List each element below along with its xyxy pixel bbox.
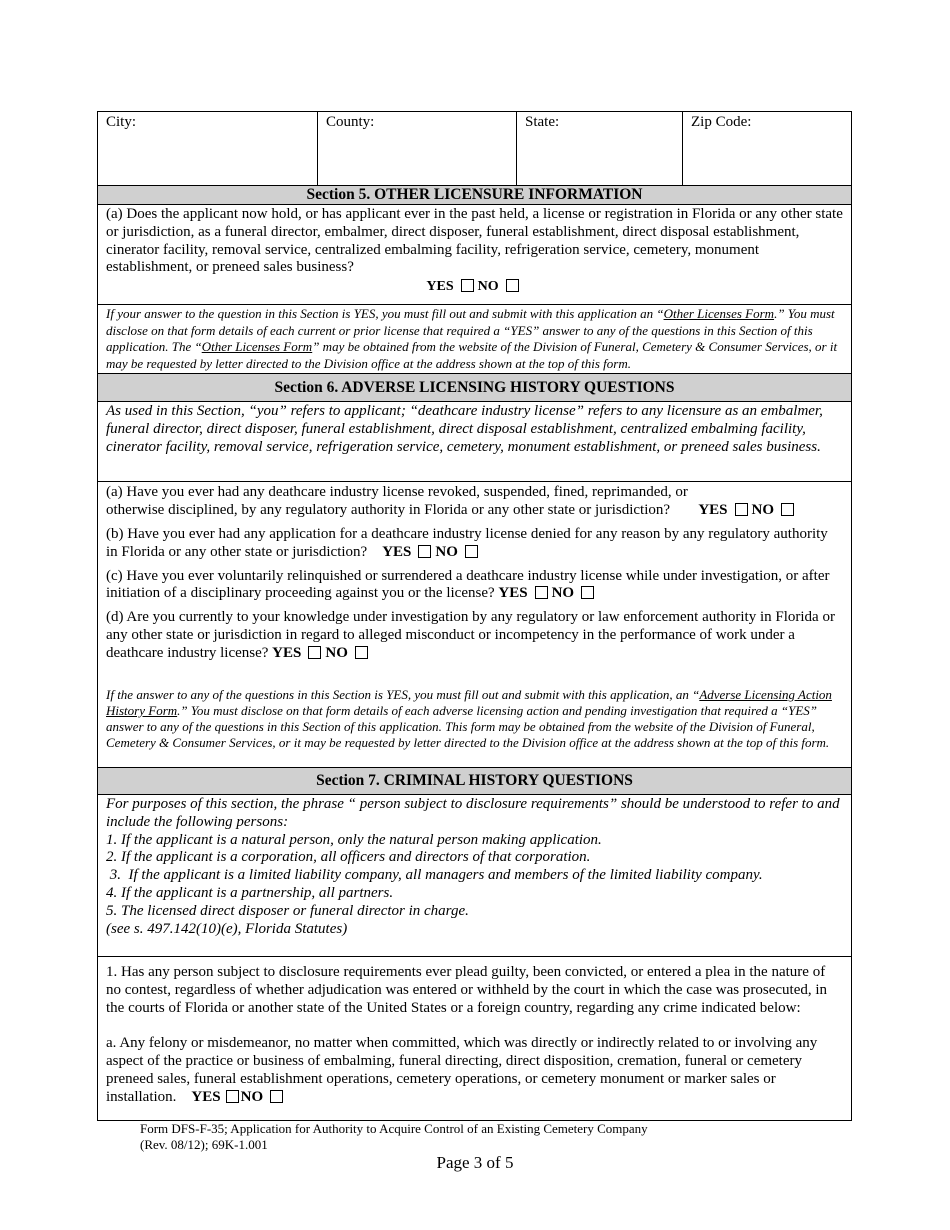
section6-question-b	[106, 526, 843, 562]
section6-b-no-checkbox[interactable]	[465, 545, 478, 558]
no-label: NO	[751, 502, 774, 518]
section6-question-c	[106, 568, 843, 604]
county-field[interactable]	[318, 112, 517, 185]
section6-d-no-checkbox[interactable]	[355, 646, 368, 659]
section6-header: Section 6. ADVERSE LICENSING HISTORY QUESTIONS	[98, 374, 851, 402]
no-label: NO	[240, 1088, 264, 1105]
section6-question-d	[106, 609, 843, 662]
section5-question-a-text: (a) Does the applicant now hold, or has applicant ever in the past held, a license or registration in Florida or any other state or jurisdiction, as a funeral director, embalmer, direct disposer, funeral establishment, direct disposal establishment, cinerator facility, removal service, centralized embalming facility, refrigeration service, cemetery, monument establishment, or preneed sales business?	[106, 206, 843, 276]
section6-b-yes-checkbox[interactable]	[418, 545, 431, 558]
footer-form-title: Form DFS-F-35; Application for Authority to Acquire Control of an Existing Cemetery Company	[140, 1121, 648, 1136]
yes-label: YES	[698, 502, 728, 518]
other-licenses-form-link-2[interactable]: Other Licenses Form	[201, 339, 313, 354]
no-label: NO	[435, 543, 458, 560]
section6-question-b-text: (b) Have you ever had any application for a deathcare industry license denied for any reason by any regulatory authority in Florida or any other state or jurisdiction?	[106, 526, 828, 560]
section7-question-1	[98, 957, 851, 1120]
page-number: Page 3 of 5	[436, 1153, 514, 1172]
section6-c-yes-checkbox[interactable]	[535, 586, 548, 599]
section7-header: Section 7. CRIMINAL HISTORY QUESTIONS	[98, 768, 851, 795]
section6-a-answer	[698, 502, 798, 520]
section5-question-a	[98, 205, 851, 305]
city-field[interactable]	[98, 112, 318, 185]
county-label: County:	[326, 114, 375, 130]
no-label: NO	[551, 585, 575, 602]
section6-intro	[98, 402, 851, 482]
yes-label: YES	[272, 644, 302, 661]
state-label: State:	[525, 114, 560, 130]
yes-label: YES	[191, 1088, 221, 1105]
section7-1a-yes-checkbox[interactable]	[226, 1090, 239, 1103]
form-footer	[140, 1121, 648, 1153]
section7-question-1a-text: a. Any felony or misdemeanor, no matter when committed, which was directly or indirectly related to or involving any aspect of the practice or business of embalming, funeral directing, direct disposition, cremation, funeral or cemetery preneed sales, funeral establishment operations, cemetery operations, or cemetery monument or marker sales or installation.	[106, 1035, 818, 1105]
section6-a-no-checkbox[interactable]	[781, 503, 794, 516]
section7-intro-text: For purposes of this section, the phrase “ person subject to disclosure requirements” should be understood to refer to and include the following persons:	[106, 796, 840, 830]
no-label: NO	[325, 644, 348, 661]
other-licenses-form-link[interactable]: Other Licenses Form	[663, 306, 775, 321]
section6-question-c-text: (c) Have you ever voluntarily relinquished or surrendered a deathcare industry license while under investigation, or after initiation of a disciplinary proceeding against you or the license?	[106, 567, 830, 602]
section6-a-yes-checkbox[interactable]	[735, 503, 748, 516]
section5-note-text: If your answer to the question in this Section is YES, you must fill out and submit with this application an “Other Licenses Form.” You must disclose on that form details of each current or prior license that required a “YES” answer to any of the questions in this Section of this application. The “Other Licenses Form” may be obtained from the website of the Division of Funeral, Cemetery & Consumer Services, or it may be requested by letter directed to the Division office at the address shown at the top of this form.	[106, 306, 838, 371]
section6-d-yes-checkbox[interactable]	[308, 646, 321, 659]
yes-label: YES	[498, 585, 528, 602]
yes-label: YES	[426, 279, 454, 295]
section5-answer-row	[106, 278, 843, 296]
section7-question-1a	[106, 1035, 843, 1106]
section7-intro-item: 1. If the applicant is a natural person, only the natural person making application.	[106, 831, 602, 848]
section6-question-d-text: (d) Are you currently to your knowledge under investigation by any regulatory or law enforcement authority in Florida or any other state or jurisdiction in regard to alleged misconduct or incompetency in the performance of work under a deathcare industry license?	[106, 609, 835, 661]
zip-field[interactable]	[683, 112, 851, 185]
application-form	[97, 111, 852, 1121]
zip-label: Zip Code:	[691, 114, 752, 130]
section6-question-a	[106, 484, 843, 520]
section7-intro-item: 3. If the applicant is a limited liability company, all managers and members of the limited liability company.	[106, 867, 763, 884]
section6-intro-text: As used in this Section, “you” refers to applicant; “deathcare industry license” refers to any licensure as an embalmer, funeral director, direct disposer, funeral establishment, direct disposal establishment, centralized embalming facility, cinerator facility, removal service, refrigeration service, cemetery, monument establishment, or preneed sales business.	[106, 403, 823, 455]
section7-intro-item: 2. If the applicant is a corporation, all officers and directors of that corporation.	[106, 849, 591, 866]
section7-intro-item: 5. The licensed direct disposer or funeral director in charge.	[106, 902, 469, 919]
section6-question-a-text: (a) Have you ever had any deathcare industry license revoked, suspended, fined, reprimanded, or otherwise disciplined, by any regulatory authority in Florida or any other state or jurisdiction?	[106, 484, 688, 518]
adverse-licensing-form-link[interactable]: Adverse Licensing Action History Form	[106, 686, 832, 718]
section6-c-no-checkbox[interactable]	[581, 586, 594, 599]
section7-intro-item: 4. If the applicant is a partnership, all partners.	[106, 884, 394, 901]
section5-note	[98, 305, 851, 374]
address-row	[98, 112, 851, 186]
no-label: NO	[477, 279, 499, 295]
section6-note: If the answer to any of the questions in this Section is YES, you must fill out and submit with this application, an “Adverse Licensing Action History Form.” You must disclose on that form details of each adverse licensing action and pending investigation that required a “YES” answer to any of the questions in this Section of this application. This form may be obtained from the website of the Division of Funeral, Cemetery & Consumer Services, or it may be requested by letter directed to the Division office at the address shown at the top of this form.	[106, 686, 832, 751]
section6-questions	[98, 482, 851, 768]
footer-revision: (Rev. 08/12); 69K-1.001	[140, 1137, 268, 1152]
section5-no-checkbox[interactable]	[506, 279, 519, 292]
section5-header: Section 5. OTHER LICENSURE INFORMATION	[98, 186, 851, 205]
section7-question-1-text: 1. Has any person subject to disclosure requirements ever plead guilty, been convicted, or entered a plea in the nature of no contest, regardless of whether adjudication was entered or withheld by the court in which the case was prosecuted, in the courts of Florida or another state of the United States or a foreign country, regarding any crime indicated below:	[106, 964, 828, 1016]
section5-yes-checkbox[interactable]	[461, 279, 474, 292]
state-field[interactable]	[517, 112, 683, 185]
section7-statute-reference: (see s. 497.142(10)(e), Florida Statutes)	[106, 920, 348, 937]
city-label: City:	[106, 114, 137, 130]
yes-label: YES	[382, 543, 412, 560]
section7-1a-no-checkbox[interactable]	[270, 1090, 283, 1103]
section7-intro	[98, 795, 851, 957]
